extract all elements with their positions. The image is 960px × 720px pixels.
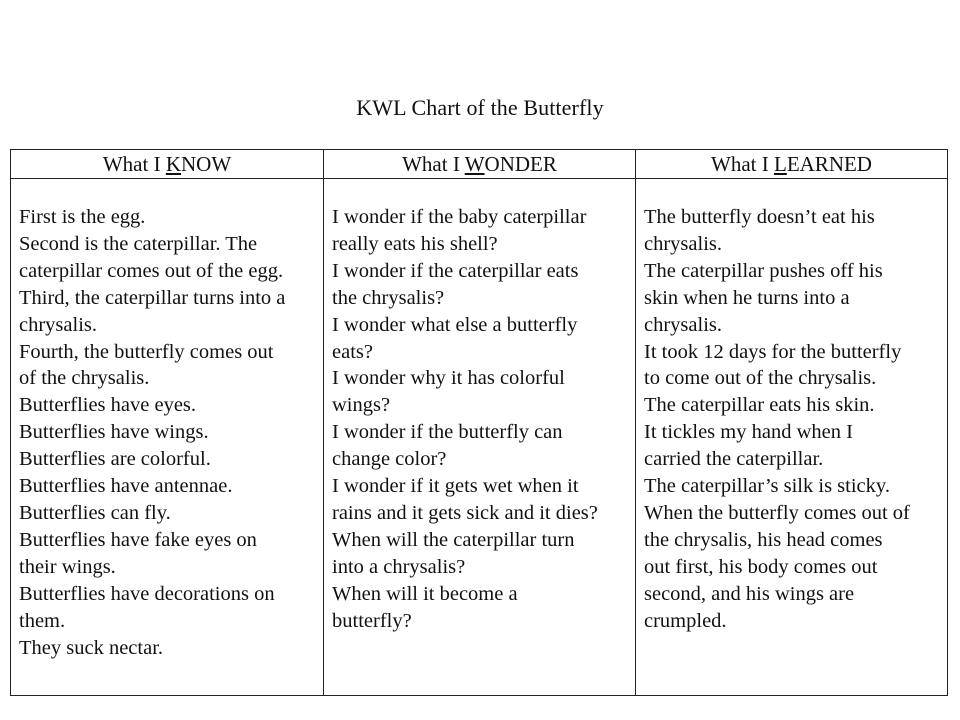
- list-item: The butterfly doesn’t eat his: [644, 206, 875, 228]
- wonder-header-initial: W: [464, 152, 485, 176]
- list-item: They suck nectar.: [19, 636, 164, 659]
- list-item: Butterflies have eyes.: [19, 394, 197, 417]
- list-item: crumpled.: [644, 609, 727, 632]
- list-item: rains and it gets sick and it dies?: [332, 501, 598, 524]
- wonder-entries: [324, 179, 635, 635]
- list-item: change color?: [332, 448, 447, 471]
- list-item: skin when he turns into a: [644, 286, 850, 309]
- learned-header-prefix: What I: [711, 152, 774, 176]
- list-item: them.: [19, 609, 66, 632]
- list-item: When will it become a: [332, 582, 518, 605]
- list-item: Third, the caterpillar turns into a: [19, 286, 286, 309]
- list-item: their wings.: [19, 555, 116, 578]
- list-item: wings?: [332, 394, 391, 417]
- kwl-table: [10, 149, 948, 696]
- list-item: Butterflies have wings.: [19, 421, 209, 444]
- list-item: It took 12 days for the butterfly: [644, 340, 902, 363]
- list-item: First is the egg.: [19, 206, 146, 228]
- list-item: I wonder what else a butterfly: [332, 313, 578, 336]
- list-item: I wonder why it has colorful: [332, 367, 565, 390]
- list-item: really eats his shell?: [332, 232, 498, 255]
- list-item: When will the caterpillar turn: [332, 528, 575, 551]
- learned-entries: [636, 179, 947, 635]
- list-item: Second is the caterpillar. The: [19, 232, 258, 255]
- know-header-initial: K: [165, 152, 181, 176]
- wonder-header: [324, 150, 635, 179]
- list-item: of the chrysalis.: [19, 367, 150, 390]
- wonder-header-rest: ONDER: [484, 152, 557, 176]
- list-item: I wonder if the caterpillar eats: [332, 259, 579, 282]
- chart-title: KWL Chart of the Butterfly: [356, 95, 604, 120]
- list-item: the chrysalis?: [332, 286, 445, 309]
- know-header: [11, 150, 323, 179]
- list-item: into a chrysalis?: [332, 555, 466, 578]
- list-item: carried the caterpillar.: [644, 448, 824, 471]
- list-item: Fourth, the butterfly comes out: [19, 340, 274, 363]
- know-header-prefix: What I: [102, 152, 166, 176]
- list-item: When the butterfly comes out of: [644, 501, 910, 524]
- wonder-header-prefix: What I: [402, 152, 465, 176]
- list-item: second, and his wings are: [644, 582, 855, 605]
- list-item: Butterflies have fake eyes on: [19, 528, 257, 551]
- list-item: It tickles my hand when I: [644, 421, 853, 444]
- learned-header: [636, 150, 947, 179]
- wonder-column: [323, 150, 635, 695]
- list-item: butterfly?: [332, 609, 412, 632]
- list-item: chrysalis.: [644, 313, 722, 336]
- list-item: to come out of the chrysalis.: [644, 367, 877, 390]
- list-item: Butterflies have decorations on: [19, 582, 275, 605]
- list-item: eats?: [332, 340, 373, 363]
- list-item: chrysalis.: [19, 313, 97, 336]
- list-item: out first, his body comes out: [644, 555, 878, 578]
- list-item: chrysalis.: [644, 232, 722, 255]
- list-item: Butterflies are colorful.: [19, 448, 211, 471]
- list-item: The caterpillar’s silk is sticky.: [644, 475, 890, 498]
- learned-header-initial: L: [773, 152, 787, 176]
- list-item: The caterpillar pushes off his: [644, 259, 883, 282]
- list-item: The caterpillar eats his skin.: [644, 394, 875, 417]
- know-entries: [11, 179, 323, 661]
- learned-column: [635, 150, 947, 695]
- know-column: [11, 150, 323, 695]
- list-item: the chrysalis, his head comes: [644, 528, 883, 551]
- list-item: Butterflies can fly.: [19, 501, 171, 524]
- list-item: I wonder if the butterfly can: [332, 421, 563, 444]
- list-item: I wonder if it gets wet when it: [332, 475, 579, 498]
- list-item: I wonder if the baby caterpillar: [332, 206, 587, 228]
- learned-header-rest: EARNED: [786, 152, 872, 176]
- know-header-rest: NOW: [181, 152, 232, 176]
- list-item: Butterflies have antennae.: [19, 475, 233, 498]
- list-item: caterpillar comes out of the egg.: [19, 259, 284, 282]
